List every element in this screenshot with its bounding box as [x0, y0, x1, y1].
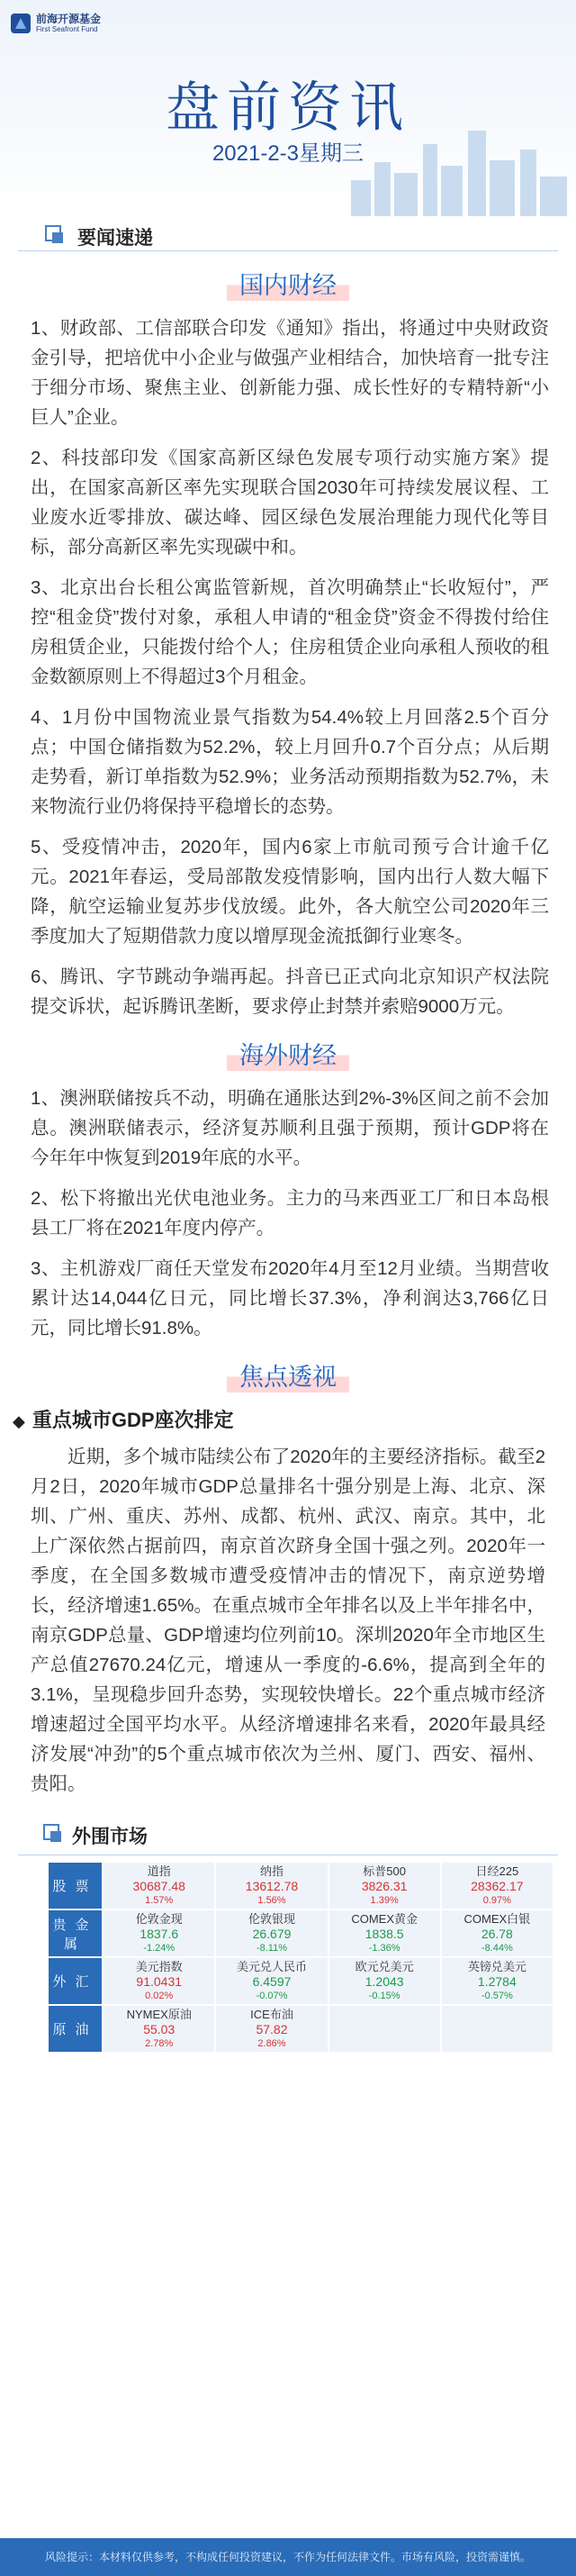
market-cell	[215, 2005, 328, 2053]
market-name: 欧元兑美元	[355, 1960, 414, 1973]
logo-text	[36, 13, 101, 34]
list-item: 1、澳洲联储按兵不动，明确在通胀达到2%-3%区间之前不会加息。澳洲联储表示，经济复苏顺利且强于预期，预计GDP将在今年年中恢复到2019年底的水平。	[31, 1088, 549, 1168]
logo-en: First Seafront Fund	[36, 25, 98, 33]
market-change: -0.57%	[481, 1991, 513, 2001]
market-value: 13612.78	[245, 1879, 299, 1893]
market-cell	[441, 1909, 553, 1957]
list-item: 2、松下将撤出光伏电池业务。主力的马来西亚工厂和日本岛根县工厂将在2021年度内停产。	[31, 1188, 549, 1238]
market-change: 0.97%	[482, 1895, 511, 1906]
market-name: 道指	[147, 1864, 171, 1878]
footer-disclaimer: 风险提示：本材料仅供参考，不构成任何投资建议，不作为任何法律文件。市场有风险，投资需谨慎。	[0, 2538, 576, 2576]
market-name: COMEX黄金	[351, 1912, 418, 1926]
market-category: 股票	[49, 1863, 103, 1909]
market-name: 伦敦金现	[135, 1912, 183, 1926]
market-change: 2.78%	[145, 2038, 174, 2049]
focus-heading	[0, 1357, 576, 1392]
market-category: 原油	[49, 2005, 103, 2053]
market-change: 1.57%	[145, 1895, 174, 1906]
market-cell	[103, 2005, 215, 2053]
list-item: 3、主机游戏厂商任天堂发布2020年4月至12月业绩。当期营收累计达14,044亿日元，同比增长37.3%，净利润达3,766亿日元，同比增长91.8%。	[31, 1258, 549, 1338]
market-cell	[328, 1957, 441, 2005]
city-skyline-icon	[342, 117, 576, 216]
domestic-list	[0, 313, 576, 1021]
logo-cn: 前海开源基金	[36, 13, 102, 25]
header	[0, 0, 576, 216]
market-cell	[103, 1863, 215, 1909]
section-square-icon	[45, 225, 61, 241]
market-name: 标普500	[363, 1864, 406, 1878]
market-value: 26.78	[481, 1927, 513, 1941]
market-change: 2.86%	[257, 2038, 286, 2049]
list-item: 6、腾讯、字节跳动争端再起。抖音已正式向北京知识产权法院提交诉状，起诉腾讯垄断，要求停止封禁并索赔9000万元。	[31, 966, 549, 1017]
market-name: COMEX白银	[464, 1912, 531, 1926]
market-name: 美元指数	[135, 1960, 183, 1973]
market-value: 57.82	[256, 2022, 288, 2036]
domestic-heading-text: 国内财经	[227, 266, 349, 301]
market-row	[49, 2005, 553, 2053]
market-name: NYMEX原油	[126, 2008, 192, 2021]
market-change: -1.36%	[368, 1943, 400, 1954]
market-value: 1838.5	[364, 1927, 404, 1941]
market-row	[49, 1863, 553, 1909]
market-change: 0.02%	[145, 1991, 174, 2001]
list-item: 5、受疫情冲击，2020年，国内6家上市航司预亏合计逾千亿元。2021年春运，受局部散发疫情影响，国内出行人数大幅下降，航空运输业复苏步伐放缓。此外，各大航空公司2020年三季度加大了短期借款力度以增厚现金流抵御行业寒冬。	[31, 837, 549, 947]
market-section-bar	[18, 1813, 558, 1855]
market-cell	[328, 2005, 441, 2053]
market-cell	[215, 1863, 328, 1909]
market-value: 30687.48	[132, 1879, 185, 1893]
list-item: 4、1月份中国物流业景气指数为54.4%较上月回落2.5个百分点；中国仓储指数为52.2%，较上月回升0.7个百分点；从后期走势看，新订单指数为52.9%；业务活动预期指数为52.7%，未来物流行业仍将保持平稳增长的态势。	[31, 707, 549, 817]
focus-body: 近期，多个城市陆续公布了2020年的主要经济指标。截至2月2日，2020年城市GDP总量排名十强分别是上海、北京、深圳、广州、重庆、苏州、成都、杭州、武汉、南京。其中，北上广深依然占据前四，南京首次跻身全国十强之列。2020年一季度，在全国多数城市遭受疫情冲击的情况下，南京逆势增长，经济增速1.65%。在重点城市全年排名以及上半年排名中，南京GDP总量、GDP增速均位列前10。深圳2020年全市地区生产总值27670.24亿元，增速从一季度的-6.6%，提高到全年的3.1%，呈现稳步回升态势，实现较快增长。22个重点城市经济增速超过全国平均水平。从经济增速排名来看，2020年最具经济发展“冲劲”的5个重点城市依次为兰州、厦门、西安、福州、贵阳。	[31, 1447, 545, 1794]
domestic-heading	[0, 266, 576, 301]
focus-heading-text: 焦点透视	[227, 1357, 349, 1392]
market-value: 1.2043	[364, 1974, 404, 1989]
page-date: 2021-2-3星期三	[212, 141, 364, 166]
market-cell	[328, 1863, 441, 1909]
market-name: 纳指	[259, 1864, 284, 1878]
market-cell	[441, 1863, 553, 1909]
page-title: 盘前资讯	[166, 77, 410, 140]
market-row	[49, 1957, 553, 2005]
market-change: -8.11%	[256, 1943, 288, 1954]
market-name: 伦敦银现	[248, 1912, 295, 1926]
logo	[11, 13, 101, 34]
market-value: 3826.31	[361, 1879, 408, 1893]
market-cell	[103, 1957, 215, 2005]
news-section-bar	[18, 216, 558, 251]
overseas-heading-text: 海外财经	[227, 1036, 349, 1071]
market-value: 6.4597	[252, 1974, 292, 1989]
market-value: 26.679	[252, 1927, 292, 1941]
market-change: -0.07%	[256, 1991, 288, 2001]
market-section-label: 外围市场	[72, 1827, 148, 1847]
market-value: 55.03	[143, 2022, 176, 2036]
market-name: ICE布油	[250, 2008, 293, 2021]
market-cell	[215, 1909, 328, 1957]
list-item: 3、北京出台长租公寓监管新规，首次明确禁止“长收短付”，严控“租金贷”拨付对象，承租人申请的“租金贷”资金不得拨付给住房租赁企业，只能拨付给个人；住房租赁企业向承租人预收的租金数额原则上不得超过3个月租金。	[31, 577, 549, 687]
market-name: 日经225	[475, 1864, 519, 1878]
market-category: 贵金属	[49, 1909, 103, 1957]
overseas-heading	[0, 1036, 576, 1071]
market-category: 外汇	[49, 1957, 103, 2005]
market-value: 28362.17	[471, 1879, 524, 1893]
market-cell	[441, 2005, 553, 2053]
market-change: -0.15%	[368, 1991, 400, 2001]
market-table	[49, 1863, 553, 2054]
market-value: 91.0431	[136, 1974, 183, 1989]
market-cell	[441, 1957, 553, 2005]
market-cell	[328, 1909, 441, 1957]
market-row	[49, 1909, 553, 1957]
section-square-icon	[43, 1824, 59, 1840]
overseas-list	[0, 1084, 576, 1343]
market-change: 1.56%	[257, 1895, 286, 1906]
market-change: -8.44%	[481, 1943, 513, 1954]
logo-mark-icon	[11, 14, 31, 33]
market-value: 1837.6	[140, 1927, 179, 1941]
market-change: -1.24%	[143, 1943, 176, 1954]
market-name: 美元兑人民币	[236, 1960, 307, 1973]
market-value: 1.2784	[477, 1974, 517, 1989]
market-name: 英镑兑美元	[467, 1960, 526, 1973]
focus-title: ◆ 重点城市GDP座次排定	[13, 1405, 549, 1433]
list-item: 1、财政部、工信部联合印发《通知》指出，将通过中央财政资金引导，把培优中小企业与做强产业相结合，加快培育一批专注于细分市场、聚焦主业、创新能力强、成长性好的专精特新“小巨人”企业。	[31, 318, 549, 428]
news-section-label: 要闻速递	[77, 228, 153, 249]
market-cell	[103, 1909, 215, 1957]
market-change: 1.39%	[370, 1895, 399, 1906]
market-cell	[215, 1957, 328, 2005]
list-item: 2、科技部印发《国家高新区绿色发展专项行动实施方案》提出，在国家高新区率先实现联合国2030年可持续发展议程、工业废水近零排放、碳达峰、园区绿色发展治理能力现代化等目标，部分高新区率先实现碳中和。	[31, 448, 549, 558]
